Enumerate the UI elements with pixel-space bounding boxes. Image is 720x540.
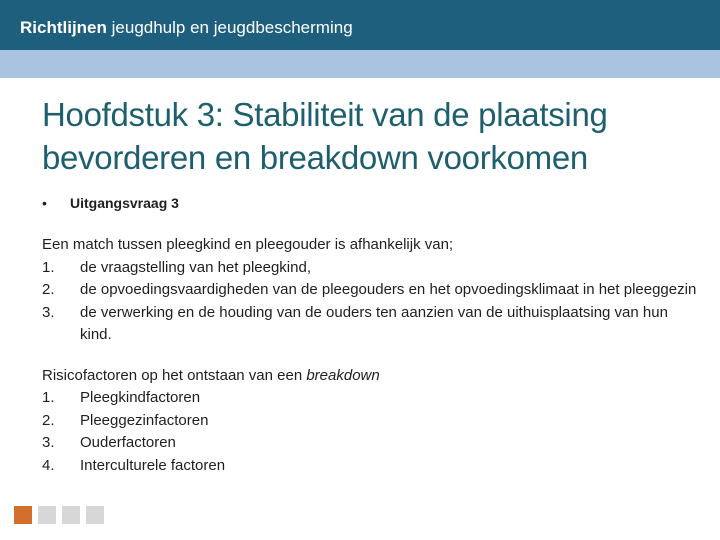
list-text: Pleeggezinfactoren	[80, 411, 209, 429]
risk-heading-plain: Risicofactoren op het ontstaan van een	[42, 366, 307, 384]
list-number: 3.	[42, 434, 55, 451]
bullet-icon: •	[42, 195, 47, 211]
progress-marker-active	[14, 506, 32, 524]
intro-text: Een match tussen pleegkind en pleegouder is afhankelijk van;	[42, 236, 454, 253]
list-item	[42, 432, 702, 455]
list-item	[42, 279, 702, 302]
bullet-item	[42, 195, 179, 211]
header-brand-rest: jeugdhulp en jeugdbescherming	[106, 18, 353, 37]
list-item	[42, 455, 702, 478]
header-subbar	[0, 50, 720, 78]
list-number: 1.	[42, 389, 55, 406]
list-number: 2.	[42, 281, 55, 298]
risk-heading	[42, 365, 702, 388]
list-number: 4.	[42, 456, 55, 474]
risk-list	[42, 387, 702, 477]
list-item	[42, 387, 702, 410]
header-bar	[0, 0, 720, 50]
list-item	[42, 410, 702, 433]
risk-heading-italic: breakdown	[306, 366, 380, 384]
list-text: de opvoedingsvaardigheden van de pleegouders en het opvoedingsklimaat in het pleeggezin	[80, 281, 697, 298]
list-text: de verwerking en de houding van de ouders ten aanzien van de uithuisplaatsing van hun kind.	[80, 303, 668, 343]
slide-title: Hoofdstuk 3: Stabiliteit van de plaatsing bevorderen en breakdown voorkomen	[42, 96, 608, 176]
list-text: Ouderfactoren	[80, 434, 176, 451]
list-item	[42, 302, 702, 347]
bullet-text: Uitgangsvraag 3	[70, 195, 179, 211]
progress-marker	[38, 506, 56, 524]
list-number: 2.	[42, 411, 55, 429]
progress-marker	[86, 506, 104, 524]
list-text: Pleegkindfactoren	[80, 389, 201, 406]
slide-content	[42, 234, 702, 477]
progress-marker	[62, 506, 80, 524]
match-list	[42, 257, 702, 347]
list-number: 1.	[42, 258, 55, 276]
list-text: de vraagstelling van het pleegkind,	[80, 258, 311, 276]
slide-progress-markers	[14, 506, 104, 524]
header-title	[20, 18, 353, 38]
list-text: Interculturele factoren	[80, 456, 226, 474]
list-number: 3.	[42, 303, 55, 321]
header-brand-bold: Richtlijnen	[20, 18, 107, 37]
list-item	[42, 257, 702, 280]
